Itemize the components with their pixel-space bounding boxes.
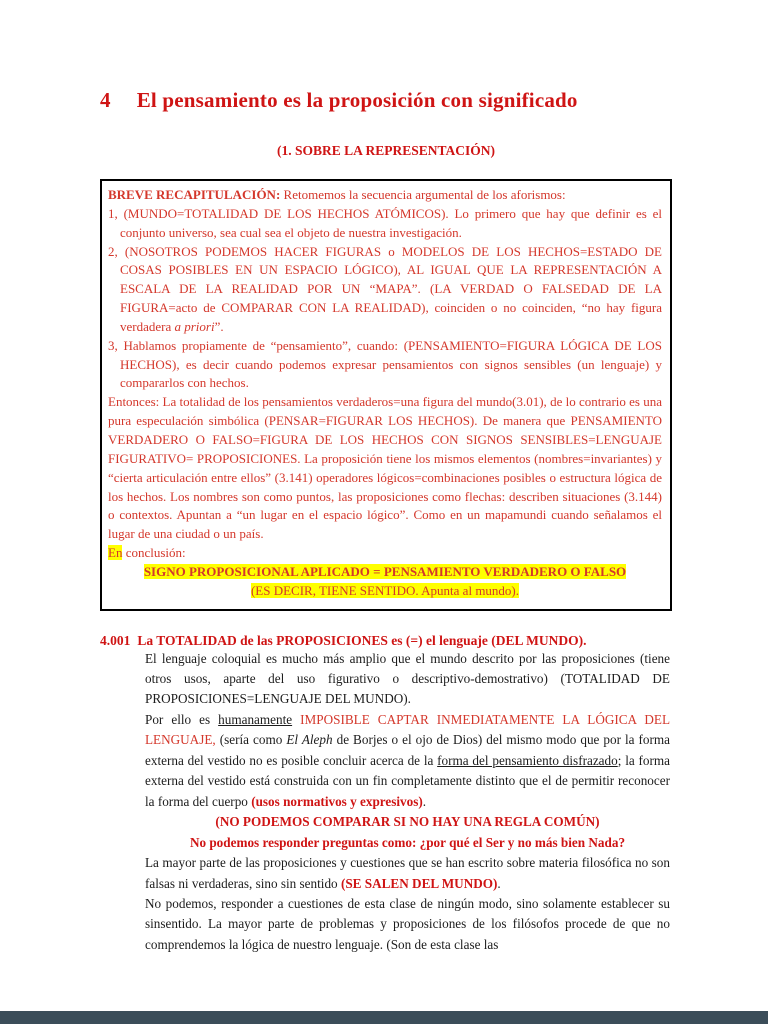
- recap-entonces: Entonces: La totalidad de los pensamientos verdaderos=una figura del mundo(3.01), de lo contrario es una pura especulación simbólica (PENSAR=FIGURAR LOS HECHOS). De manera que PENSAMIENTO VERDADERO O FALSO=FIGURA DE LOS HECHOS CON SIGNOS SENSIBLES=LENGUAJE FIGURATIVO= PROPOSICIONES. La proposición tiene los mismos elementos (nombres=invariantes) y “cierta articulación entre ellos” (3.141) operadores lógicos=combinaciones posibles o estructura lógica de los hechos. Los nombres son como puntos, las proposiciones como flechas: describen situaciones (3.144) o contextos. Apuntan a “un lugar en el espacio lógico”. Como en un mapamundi cuando señalamos el lugar de una ciudad o un país.: [108, 394, 662, 542]
- conclusion-highlight-line2: (ES DECIR, TIENE SENTIDO. Apunta al mundo).: [250, 582, 520, 598]
- text-run: (usos normativos y expresivos): [251, 793, 423, 809]
- text-run: ”.: [214, 318, 224, 334]
- text-run: de Borjes o el ojo de Dios) del mismo modo que por la forma externa del vestido no es posible concluir acerca de la: [145, 732, 670, 768]
- text-run: (sería como: [215, 732, 287, 748]
- section-body: [145, 649, 670, 956]
- text-run: El Aleph: [286, 732, 333, 748]
- text-run: .: [422, 793, 427, 809]
- recap-conclusion-main: [108, 563, 662, 582]
- chapter-number: 4: [100, 88, 111, 112]
- recap-item-1: 1, (MUNDO=TOTALIDAD DE LOS HECHOS ATÓMICOS). Lo primero que hay que definir es el conjunto universo, sea cual sea el objeto de nuestra investigación.: [108, 205, 662, 240]
- recap-conclusion-sub: [108, 582, 662, 601]
- text-run: (SE SALEN DEL MUNDO): [340, 875, 498, 891]
- text-run: [292, 712, 300, 727]
- text-run: 2, (NOSOTROS PODEMOS HACER FIGURAS o MODELOS DE LOS HECHOS=ESTADO DE COSAS POSIBLES EN UN ESPACIO LÓGICO), AL IGUAL QUE LA REPRESENTACIÓN A ESCALA DE LA REALIDAD POR UN “MAPA”. (LA VERDAD O FALSEDAD DE LA FIGURA=acto de COMPARAR CON LA REALIDAD), coinciden o no coinciden, “no hay figura verdadera: [108, 243, 662, 334]
- page-title: [100, 88, 672, 113]
- section-heading-text: La TOTALIDAD de las PROPOSICIONES es (=) el lenguaje (DEL MUNDO).: [137, 632, 587, 648]
- viewer-footer-bar: [0, 1011, 768, 1024]
- recap-conclusion-label: [108, 544, 662, 563]
- text-run: a priori: [174, 318, 215, 334]
- chapter-title-text: El pensamiento es la proposición con significado: [136, 88, 578, 112]
- section-4001: [100, 633, 672, 956]
- section-center-line-1: (NO PODEMOS COMPARAR SI NO HAY UNA REGLA COMÚN): [215, 814, 600, 830]
- section-paragraph-1: El lenguaje coloquial es mucho más amplio que el mundo descrito por las proposiciones (tiene otros usos, aparte del uso figurativo o descriptivo-demostrativo) (TOTALIDAD DE PROPOSICIONES=LENGUAJE DEL MUNDO).: [145, 650, 670, 707]
- recap-intro-heading: BREVE RECAPITULACIÓN:: [108, 187, 281, 202]
- text-run: .: [497, 875, 501, 891]
- recap-box: [100, 179, 672, 611]
- text-run: forma del pensamiento disfrazado: [437, 752, 618, 768]
- conclusion-highlight-line1: SIGNO PROPOSICIONAL APLICADO = PENSAMIENTO VERDADERO O FALSO: [143, 563, 627, 579]
- page-subtitle: (1. SOBRE LA REPRESENTACIÓN): [276, 143, 496, 158]
- recap-item-2: [108, 243, 662, 337]
- text-run: IMPOSIBLE CAPTAR INMEDIATAMENTE LA LÓGICA DEL LENGUAJE,: [145, 711, 670, 748]
- text-run: La mayor parte de las proposiciones y cuestiones que se han escrito sobre materia filosófica no son falsas ni verdaderas, sino sin sentido: [145, 855, 670, 891]
- section-paragraph-4: No podemos, responder a cuestiones de esta clase de ningún modo, sino solamente establecer su sinsentido. La mayor parte de problemas y proposiciones de los filósofos procede de que no comprendemos la lógica de nuestro lenguaje. (Son de esta clase las: [145, 896, 670, 952]
- recap-intro: [108, 186, 662, 205]
- text-run: humanamente: [218, 711, 293, 727]
- section-number: 4.001: [100, 632, 131, 648]
- text-run: En: [108, 545, 123, 561]
- text-run: Por ello es: [145, 711, 219, 727]
- section-paragraph-3: [145, 853, 670, 894]
- section-heading: [100, 633, 672, 649]
- section-center-line-2: No podemos responder preguntas como: ¿por qué el Ser y no más bien Nada?: [189, 834, 626, 850]
- recap-intro-rest: Retomemos la secuencia argumental de los aforismos:: [280, 187, 566, 202]
- recap-item-3: 3, Hablamos propiamente de “pensamiento”, cuando: (PENSAMIENTO=FIGURA LÓGICA DE LOS HECHOS), es decir cuando podemos expresar pensamientos con signos sensibles (un lenguaje) y compararlos con hechos.: [108, 337, 662, 391]
- text-run: ; la forma externa del vestido está construida con un fin completamente distinto que el de permitir reconocer la forma del cuerpo: [145, 752, 671, 809]
- section-paragraph-2: [145, 710, 670, 812]
- text-run: conclusión:: [122, 545, 186, 561]
